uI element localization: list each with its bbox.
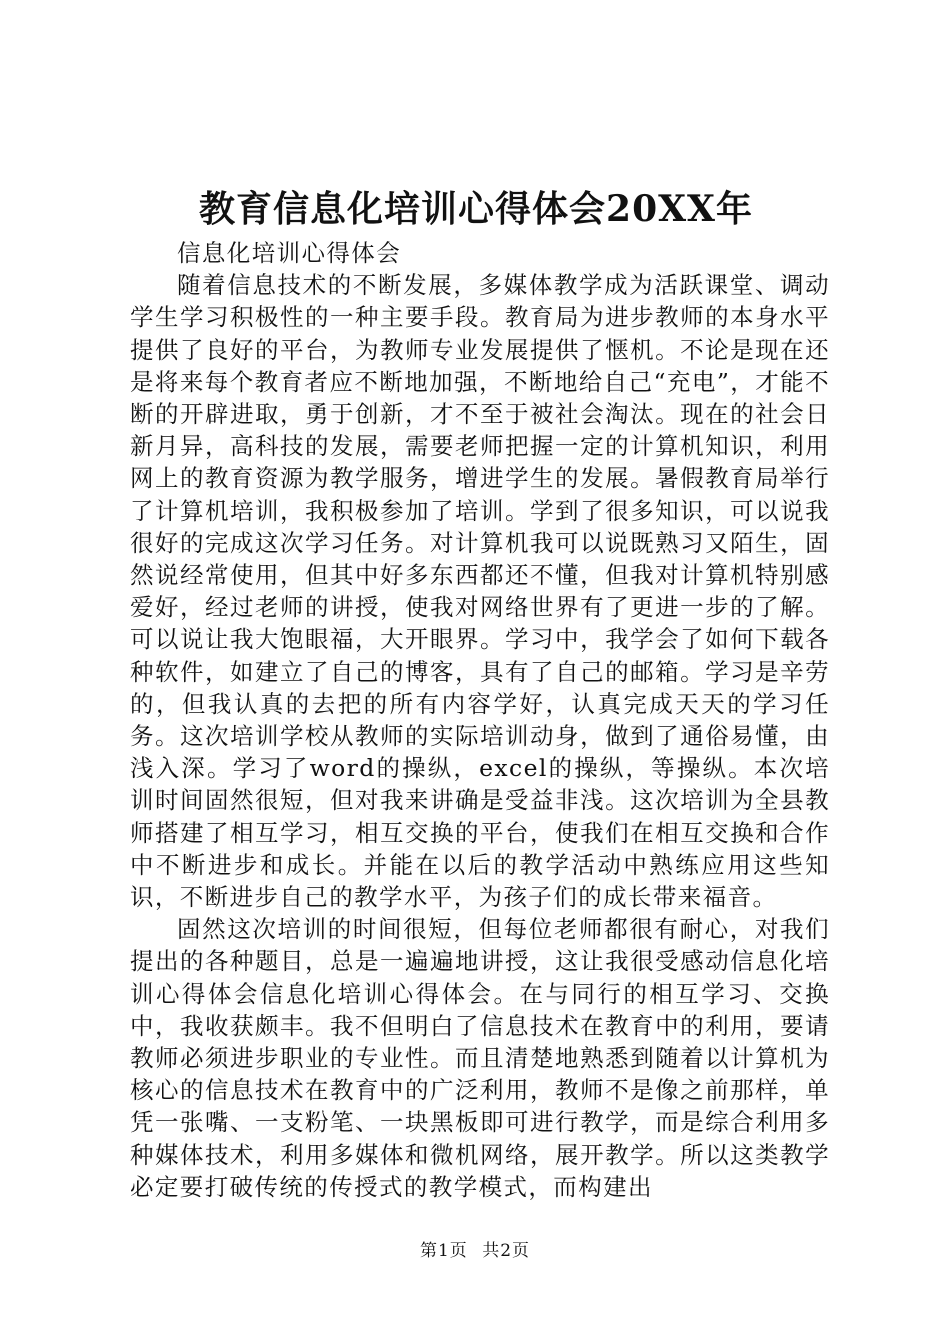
page-total: 共2页 [482, 1241, 531, 1261]
document-title: 教育信息化培训心得体会20XX年 [199, 188, 753, 230]
paragraph: 随着信息技术的不断发展，多媒体教学成为活跃课堂、调动学生学习积极性的一种主要手段。教育局为进步教师的本身水平提供了良好的平台，为教师专业发展提供了惬机。不论是现在还是将来每个教育者应不断地加强，不断地给自己“充电”，才能不断的开辟进取，勇于创新，才不至于被社会淘汰。现在的社会日新月异，高科技的发展，需要老师把握一定的计算机知识，利用网上的教育资源为教学服务，增进学生的发展。暑假教育局举行了计算机培训，我积极参加了培训。学到了很多知识，可以说我很好的完成这次学习任务。对计算机我可以说既熟习又陌生，固然说经常使用，但其中好多东西都还不懂，但我对计算机特别感爱好，经过老师的讲授，使我对网络世界有了更进一步的了解。可以说让我大饱眼福，大开眼界。学习中，我学会了如何下载各种软件，如建立了自己的博客，具有了自己的邮箱。学习是辛劳的，但我认真的去把的所有内容学好，认真完成天天的学习任务。这次培训学校从教师的实际培训动身，做到了通俗易懂，由浅入深。学习了word的操纵，excel的操纵，等操纵。本次培训时间固然很短，但对我来讲确是受益非浅。这次培训为全县教师搭建了相互学习，相互交换的平台，使我们在相互交换和合作中不断进步和成长。并能在以后的教学活动中熟练应用这些知识，不断进步自己的教学水平，为孩子们的成长带来福音。 [130, 271, 830, 912]
paragraph: 固然这次培训的时间很短，但每位老师都很有耐心，对我们提出的各种题目，总是一遍遍地讲授，这让我很受感动信息化培训心得体会信息化培训心得体会。在与同行的相互学习、交换中，我收获颇丰。我不但明白了信息技术在教育中的利用，要请教师必须进步职业的专业性。而且清楚地熟悉到随着以计算机为核心的信息技术在教育中的广泛利用，教师不是像之前那样，单凭一张嘴、一支粉笔、一块黑板即可进行教学，而是综合利用多种媒体技术，利用多媒体和微机网络，展开教学。所以这类教学必定要打破传统的传授式的教学模式，而构建出 [130, 915, 830, 1201]
document-body [130, 237, 830, 1203]
paragraph-subtitle: 信息化培训心得体会 [177, 239, 402, 267]
page-number: 第1页 [419, 1241, 468, 1261]
page-footer [0, 1236, 950, 1261]
